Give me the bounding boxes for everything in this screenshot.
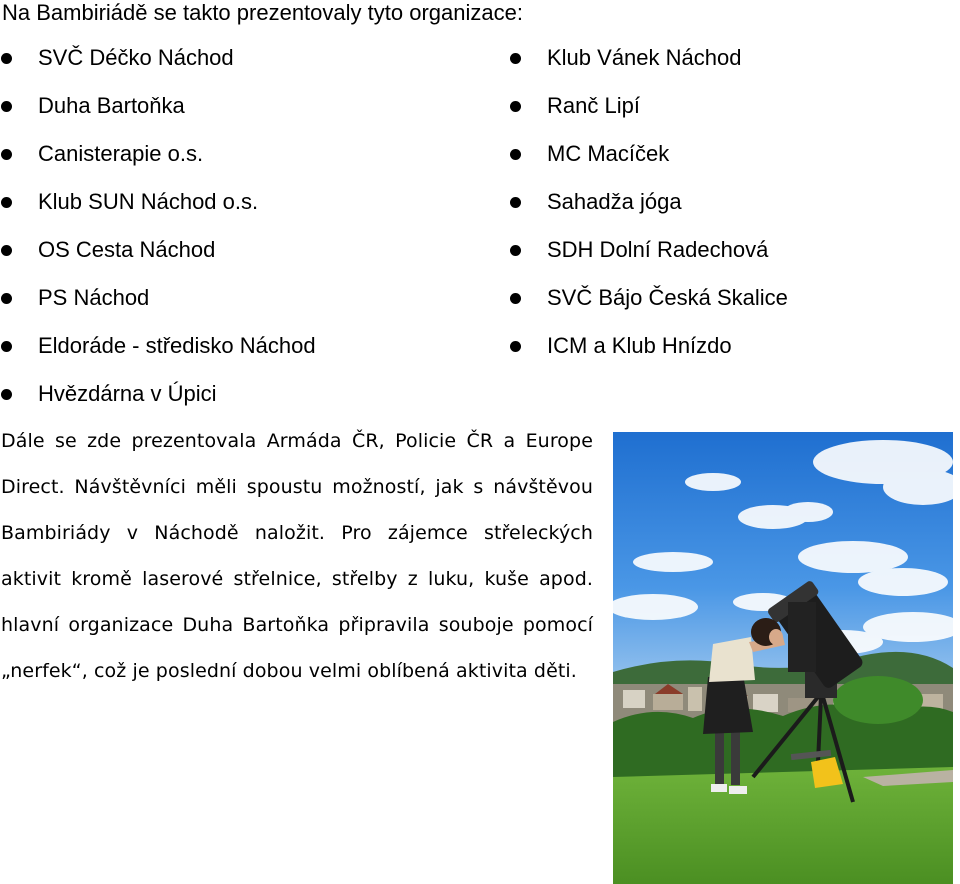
bullet-icon bbox=[510, 197, 521, 208]
list-item bbox=[509, 40, 788, 88]
list-item-label: Klub SUN Náchod o.s. bbox=[38, 189, 259, 214]
list-item bbox=[0, 328, 316, 376]
list-item-label: Eldoráde - středisko Náchod bbox=[38, 333, 316, 358]
bullet-icon bbox=[510, 245, 521, 256]
list-item bbox=[0, 136, 316, 184]
list-item-label: SDH Dolní Radechová bbox=[547, 237, 769, 262]
list-item bbox=[0, 280, 316, 328]
list-item-label: Klub Vánek Náchod bbox=[547, 45, 742, 70]
bullet-icon bbox=[1, 149, 12, 160]
list-item bbox=[0, 40, 316, 88]
telescope-photo bbox=[613, 432, 953, 884]
bullet-icon bbox=[1, 293, 12, 304]
list-item-label: MC Macíček bbox=[547, 141, 670, 166]
telescope-fork bbox=[788, 602, 816, 672]
list-item-label: OS Cesta Náchod bbox=[38, 237, 216, 262]
intro-text: Na Bambiriádě se takto prezentovaly tyto organizace: bbox=[2, 0, 523, 25]
list-item bbox=[0, 376, 316, 424]
list-item-label: Duha Bartoňka bbox=[38, 93, 185, 118]
list-item bbox=[509, 136, 788, 184]
list-item bbox=[509, 280, 788, 328]
bullet-icon bbox=[510, 149, 521, 160]
organizations-list-right bbox=[509, 40, 788, 376]
list-item bbox=[509, 328, 788, 376]
list-item-label: ICM a Klub Hnízdo bbox=[547, 333, 732, 358]
list-item bbox=[0, 88, 316, 136]
list-item-label: Ranč Lipí bbox=[547, 93, 640, 118]
bullet-icon bbox=[1, 101, 12, 112]
telescope-photo-drawing bbox=[613, 432, 953, 884]
bullet-icon bbox=[1, 389, 12, 400]
list-item bbox=[509, 232, 788, 280]
bullet-icon bbox=[1, 341, 12, 352]
list-item-label: SVČ Bájo Česká Skalice bbox=[547, 285, 788, 310]
bullet-icon bbox=[1, 53, 12, 64]
bullet-icon bbox=[510, 53, 521, 64]
list-item-label: Canisterapie o.s. bbox=[38, 141, 204, 166]
list-item-label: PS Náchod bbox=[38, 285, 150, 310]
bullet-icon bbox=[1, 245, 12, 256]
bullet-icon bbox=[510, 101, 521, 112]
list-item bbox=[509, 184, 788, 232]
description-paragraph: Dále se zde prezentovala Armáda ČR, Policie ČR a Europe Direct. Návštěvníci měli spoustu možností, jak s návštěvou Bambiriády v Náchodě naložit. Pro zájemce střeleckých aktivit kromě laserové střelnice, střelby z luku, kuše apod. hlavní organizace Duha Bartoňka připravila souboje pomocí „nerfek“, což je poslední dobou velmi oblíbená aktivita děti. bbox=[1, 430, 593, 682]
list-item bbox=[509, 88, 788, 136]
list-item bbox=[0, 232, 316, 280]
bullet-icon bbox=[510, 341, 521, 352]
list-item-label: SVČ Déčko Náchod bbox=[38, 45, 234, 70]
organizations-list-left bbox=[0, 40, 316, 424]
bullet-icon bbox=[510, 293, 521, 304]
list-item bbox=[0, 184, 316, 232]
tree bbox=[833, 676, 923, 724]
list-item-label: Hvězdárna v Úpici bbox=[38, 381, 217, 406]
list-item-label: Sahadža jóga bbox=[547, 189, 682, 214]
bullet-icon bbox=[1, 197, 12, 208]
